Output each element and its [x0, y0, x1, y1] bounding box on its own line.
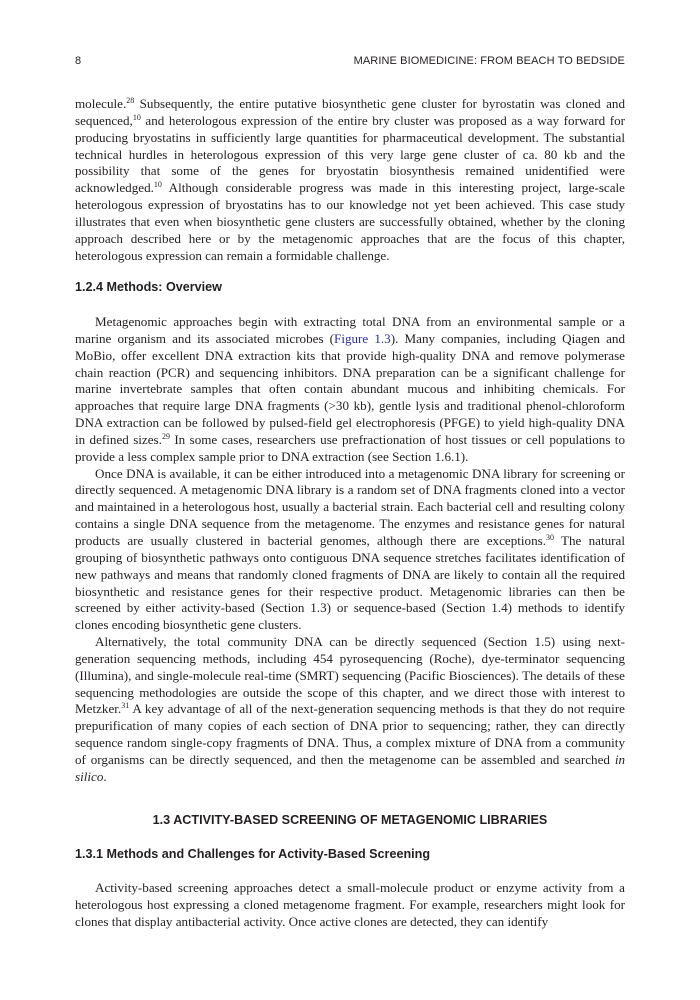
text-run: A key advantage of all of the next-generation sequencing methods is that they do not require prepurification of many copies of each section of DNA prior to sequencing; rather, they can directly sequence random single-copy fragments of DNA. Thus, a complex mixture of DNA from a community of organisms can be directly sequenced, and then the metagenome can be assembled and searched	[75, 701, 625, 767]
text-run: ). Many companies, including Qiagen and MoBio, offer excellent DNA extraction kits that provide high-quality DNA and remove polymerase chain reaction (PCR) and sequencing inhibitors. DNA preparation can be a significant challenge for marine invertebrate samples that often contain abundant mucous and inhibiting chemicals. For approaches that require large DNA fragments (>30 kb), gentle lysis and traditional phenol-chloroform DNA extraction can be followed by pulsed-field gel electrophoresis (PFGE) to yield high-quality DNA in defined sizes.	[75, 330, 625, 447]
text-run: The natural grouping of biosynthetic pathways onto contiguous DNA sequence stretches facilitates identification of new pathways and means that randomly cloned fragments of DNA are likely to contain all the required biosynthetic and resistance genes for their respective product. Metagenomic libraries can then be screened by either activity-based (Section 1.3) or sequence-based (Section 1.4) methods to identify clones encoding biosynthetic gene clusters.	[75, 532, 625, 633]
reference-28: 28	[126, 96, 135, 105]
text-run: Metagenomic approaches begin with extracting total DNA from an environmental sample or a marine organism and its associated microbes (	[75, 314, 625, 346]
figure-link[interactable]: Figure 1.3	[334, 330, 391, 346]
paragraph-bryostatin	[75, 96, 625, 264]
text-run: Once DNA is available, it can be either introduced into a metagenomic DNA library for screening or directly sequenced. A metagenomic DNA library is a random set of DNA fragments cloned into a vector and maintained in a heterologous host, usually a bacterial strain. Each bacterial cell and resulting colony contains a single DNA sequence from the metagenome. The enzymes and resistance genes for natural products are usually clustered in bacterial genomes, although there are exceptions.	[75, 465, 625, 548]
italic-term: in silico	[75, 751, 625, 784]
text-run: Subsequently, the entire putative biosynthetic gene cluster for byrostatin was cloned and sequenced,	[75, 96, 625, 128]
section-heading-1-2-4: 1.2.4 Methods: Overview	[75, 280, 222, 294]
paragraph-dna-extraction	[75, 314, 625, 466]
text-run: and heterologous expression of the entire bry cluster was proposed as a way forward for producing bryostatins in sufficiently large quantities for pharmaceutical development. The substantial technical hurdles in heterologous expression of this very large gene cluster of ca. 80 kb and the possibility that some of the genes for bryostatin biosynthesis remained unidentified were acknowledged.	[75, 112, 625, 196]
text-block-intro	[75, 96, 625, 264]
running-title: MARINE BIOMEDICINE: FROM BEACH TO BEDSIDE	[353, 55, 625, 67]
text-run: .	[103, 768, 107, 784]
paragraph-metagenomic-library	[75, 466, 625, 634]
reference-29: 29	[161, 431, 170, 441]
text-block-methods	[75, 314, 625, 786]
text-run: In some cases, researchers use prefractionation of host tissues or cell populations to provide a less complex sample prior to DNA extraction (see Section 1.6.1).	[75, 431, 625, 464]
reference-31: 31	[121, 701, 130, 711]
paragraph-sequencing	[75, 634, 625, 786]
page-number: 8	[75, 55, 82, 67]
reference-10: 10	[132, 112, 141, 122]
text-block-activity-screening	[75, 880, 625, 931]
text-run: Alternatively, the total community DNA can be directly sequenced (Section 1.5) using next-generation sequencing methods, including 454 pyrosequencing (Roche), dye-terminator sequencing (Illumina), and single-molecule real-time (SMRT) sequencing (Pacific Biosciences). The details of these sequencing methodologies are outside the scope of this chapter, and we direct those with interest to Metzker.	[75, 634, 625, 717]
text-run: Although considerable progress was made in this interesting project, large-scale heterologous expression of bryostatins has to our knowledge not yet been achieved. This case study illustrates that even when biosynthetic gene clusters are successfully obtained, whether by the cloning approach described here or by the metagenomic approaches that are the focus of this chapter, heterologous expression can remain a formidable challenge.	[75, 180, 625, 263]
section-heading-1-3: 1.3 ACTIVITY-BASED SCREENING OF METAGENOMIC LIBRARIES	[152, 813, 548, 827]
paragraph-activity-screening: Activity-based screening approaches detect a small-molecule product or enzyme activity from a heterologous host expressing a cloned metagenome fragment. For example, researchers might look for clones that display antibacterial activity. Once active clones are detected, they can identify	[75, 880, 625, 929]
reference-10: 10	[153, 180, 162, 190]
text-run: molecule.	[75, 96, 127, 111]
reference-30: 30	[546, 532, 554, 542]
section-heading-1-3-1: 1.3.1 Methods and Challenges for Activity-Based Screening	[75, 847, 431, 861]
